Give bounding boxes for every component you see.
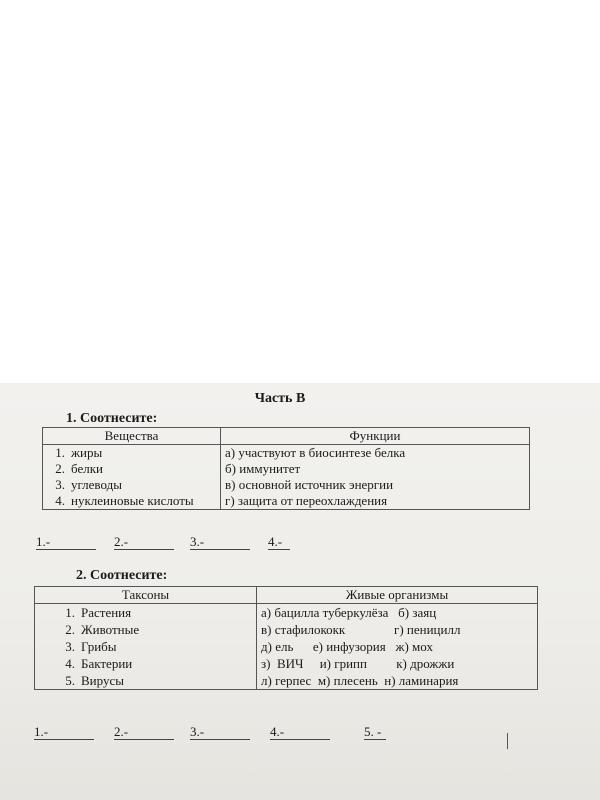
table-row: 5. Вирусы л) герпес м) плесень н) ламинария [35,672,538,690]
function-cell: а) участвуют в биосинтезе белка [221,445,530,462]
function-cell: б) иммунитет [221,461,530,477]
organism-cell: л) герпес м) плесень н) ламинария [257,672,538,690]
table-row: 1. жиры а) участвуют в биосинтезе белка [43,445,530,462]
task2-header-right: Живые организмы [257,587,538,604]
organism-cell: з) ВИЧ и) грипп к) дрожжи [257,655,538,672]
organism-cell: в) стафилококк г) пеницилл [257,621,538,638]
organism-cell: а) бацилла туберкулёза б) заяц [257,604,538,622]
task2-answer-1[interactable]: 1.- [34,725,94,740]
task1-header-right: Функции [221,428,530,445]
table-row: 3. Грибы д) ель е) инфузория ж) мох [35,638,538,655]
part-heading: Часть В [254,391,306,406]
taxon-cell: Растения [81,605,132,620]
function-cell: г) защита от переохлаждения [221,493,530,510]
function-cell: в) основной источник энергии [221,477,530,493]
task2-table [34,586,538,690]
task1-answer-2[interactable]: 2.- [114,535,174,550]
task1-title: 1. Соотнесите: [66,411,158,426]
task1-answer-3[interactable]: 3.- [190,535,250,550]
table-row: 2. белки б) иммунитет [43,461,530,477]
taxon-cell: Животные [81,622,140,637]
task1-answer-1[interactable]: 1.- [36,535,96,550]
substance-cell: нуклеиновые кислоты [71,493,194,508]
task1-answer-4[interactable]: 4.- [268,535,290,550]
taxon-cell: Бактерии [81,656,133,671]
pen-mark [507,733,508,749]
task2-answer-3[interactable]: 3.- [190,725,250,740]
organism-cell: д) ель е) инфузория ж) мох [257,638,538,655]
task2-header-left: Таксоны [35,587,257,604]
worksheet-page [0,383,600,800]
task2-title: 2. Соотнесите: [76,568,168,583]
task1-table [42,427,530,510]
task2-answer-4[interactable]: 4.- [270,725,330,740]
table-row: 1. Растения а) бацилла туберкулёза б) заяц [35,604,538,622]
task2-answer-5[interactable]: 5. - [364,725,386,740]
substance-cell: жиры [71,445,103,460]
taxon-cell: Вирусы [81,673,124,688]
taxon-cell: Грибы [81,639,117,654]
substance-cell: углеводы [71,477,122,492]
table-row: 4. нуклеиновые кислоты г) защита от переохлаждения [43,493,530,510]
table-row: 3. углеводы в) основной источник энергии [43,477,530,493]
table-row: 4. Бактерии з) ВИЧ и) грипп к) дрожжи [35,655,538,672]
substance-cell: белки [71,461,103,476]
task1-header-left: Вещества [43,428,221,445]
table-row: 2. Животные в) стафилококк г) пеницилл [35,621,538,638]
task2-answer-2[interactable]: 2.- [114,725,174,740]
